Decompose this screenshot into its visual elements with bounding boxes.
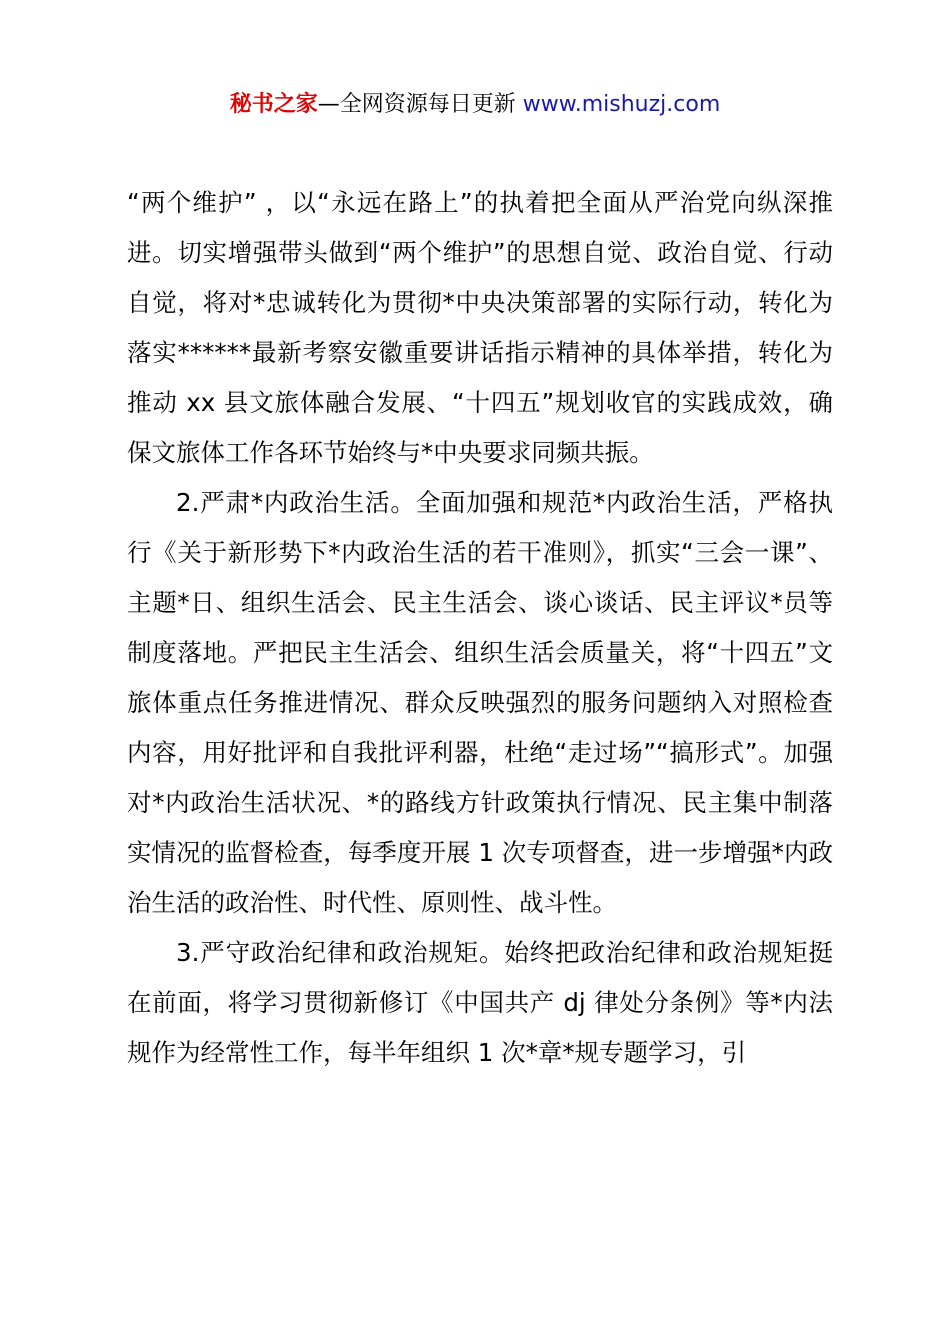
site-slogan: —全网资源每日更新 [317, 92, 523, 117]
paragraph-political-discipline: 3.严守政治纪律和政治规矩。始终把政治纪律和政治规矩挺在前面，将学习贯彻新修订《中国共产 dj 律处分条例》等*内法规作为经常性工作，每半年组织 1 次*章*规专题学习，引 [127, 938, 833, 1067]
document-body [127, 178, 833, 1078]
site-url-link[interactable]: www.mishuzj.com [522, 92, 721, 117]
page-header [0, 88, 950, 122]
paragraph-continuation: “两个维护” ，以“永远在路上”的执着把全面从严治党向纵深推进。切实增强带头做到“两个维护”的思想自觉、政治自觉、行动自觉，将对*忠诚转化为贯彻*中央决策部署的实际行动，转化为落实******最新考察安徽重要讲话指示精神的具体举措，转化为推动 xx 县文旅体融合发展、“十四五”规划收官的实践成效，确保文旅体工作各环节始终与*中央要求同频共振。 [127, 188, 833, 467]
paragraph-party-life: 2.严肃*内政治生活。全面加强和规范*内政治生活，严格执行《关于新形势下*内政治生活的若干准则》，抓实“三会一课”、主题*日、组织生活会、民主生活会、谈心谈话、民主评议*员等制度落地。严把民主生活会、组织生活会质量关，将“十四五”文旅体重点任务推进情况、群众反映强烈的服务问题纳入对照检查内容，用好批评和自我批评利器，杜绝“走过场”“搞形式”。加强对*内政治生活状况、*的路线方针政策执行情况、民主集中制落实情况的监督检查，每季度开展 1 次专项督查，进一步增强*内政治生活的政治性、时代性、原则性、战斗性。 [127, 488, 833, 917]
site-brand: 秘书之家 [229, 92, 318, 117]
